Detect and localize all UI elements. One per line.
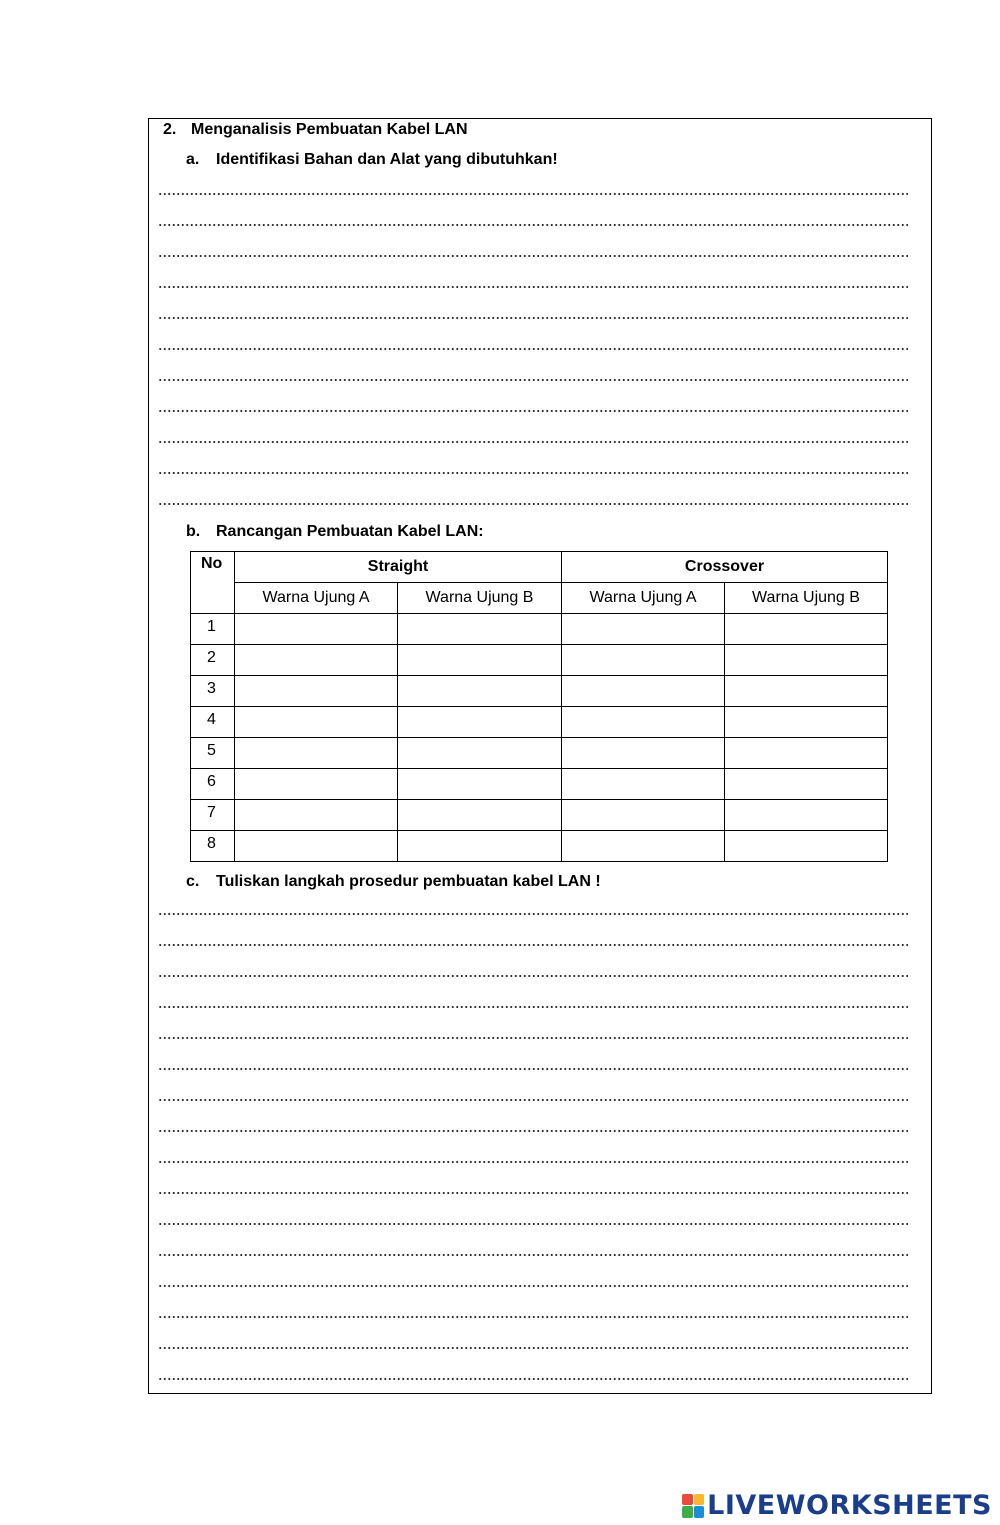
answer-line[interactable]: [158, 440, 908, 444]
crossover-end-a-cell[interactable]: [562, 676, 725, 707]
straight-end-b-cell[interactable]: [398, 645, 562, 676]
answer-line[interactable]: [158, 409, 908, 413]
table-row: [191, 645, 888, 676]
part-c-label: c.: [186, 873, 200, 890]
row-number: 6: [191, 769, 235, 800]
straight-end-b-cell[interactable]: [398, 614, 562, 645]
table-row: [191, 738, 888, 769]
part-b-label: b.: [186, 523, 201, 540]
row-number: 3: [191, 676, 235, 707]
answer-line[interactable]: [158, 1067, 908, 1071]
crossover-end-a-header: Warna Ujung A: [562, 583, 725, 614]
part-a-title: Identifikasi Bahan dan Alat yang dibutuhkan!: [216, 151, 558, 168]
answer-line[interactable]: [158, 347, 908, 351]
row-number: 5: [191, 738, 235, 769]
crossover-header: Crossover: [562, 552, 888, 583]
row-number: 7: [191, 800, 235, 831]
answer-line[interactable]: [158, 1098, 908, 1102]
crossover-end-a-cell[interactable]: [562, 738, 725, 769]
straight-end-a-cell[interactable]: [235, 676, 398, 707]
crossover-end-b-cell[interactable]: [725, 645, 888, 676]
table-header-row: [191, 552, 888, 583]
answer-line[interactable]: [158, 1036, 908, 1040]
part-b-title: Rancangan Pembuatan Kabel LAN:: [216, 523, 484, 540]
answer-line[interactable]: [158, 974, 908, 978]
crossover-end-a-cell[interactable]: [562, 614, 725, 645]
crossover-end-b-header: Warna Ujung B: [725, 583, 888, 614]
straight-end-a-header: Warna Ujung A: [235, 583, 398, 614]
answer-line[interactable]: [158, 1346, 908, 1350]
straight-end-a-cell[interactable]: [235, 800, 398, 831]
straight-end-a-cell[interactable]: [235, 769, 398, 800]
answer-line[interactable]: [158, 943, 908, 947]
crossover-end-b-cell[interactable]: [725, 800, 888, 831]
crossover-end-b-cell[interactable]: [725, 614, 888, 645]
answer-line[interactable]: [158, 254, 908, 258]
answer-line[interactable]: [158, 316, 908, 320]
row-number: 1: [191, 614, 235, 645]
straight-end-b-header: Warna Ujung B: [398, 583, 562, 614]
brand-mark-icon: [682, 1494, 704, 1518]
answer-line[interactable]: [158, 1315, 908, 1319]
answer-line[interactable]: [158, 378, 908, 382]
part-c-heading: [186, 872, 601, 892]
section-heading: [163, 120, 468, 140]
table-row: [191, 676, 888, 707]
row-number: 8: [191, 831, 235, 862]
crossover-end-b-cell[interactable]: [725, 738, 888, 769]
part-c-title: Tuliskan langkah prosedur pembuatan kabel LAN !: [216, 873, 601, 890]
answer-line[interactable]: [158, 1377, 908, 1381]
answer-line[interactable]: [158, 1253, 908, 1257]
part-a-label: a.: [186, 151, 200, 168]
straight-end-b-cell[interactable]: [398, 800, 562, 831]
answer-line[interactable]: [158, 502, 908, 506]
straight-header: Straight: [235, 552, 562, 583]
answer-line[interactable]: [158, 1222, 908, 1226]
row-number: 2: [191, 645, 235, 676]
answer-line[interactable]: [158, 223, 908, 227]
straight-end-b-cell[interactable]: [398, 676, 562, 707]
answer-line[interactable]: [158, 1129, 908, 1133]
row-number: 4: [191, 707, 235, 738]
brand-name: LIVEWORKSHEETS: [707, 1490, 992, 1521]
answer-line[interactable]: [158, 1191, 908, 1195]
straight-end-a-cell[interactable]: [235, 614, 398, 645]
answer-line[interactable]: [158, 1284, 908, 1288]
section-number: 2.: [163, 121, 177, 138]
straight-end-b-cell[interactable]: [398, 831, 562, 862]
straight-end-a-cell[interactable]: [235, 738, 398, 769]
brand-logo: [682, 1490, 992, 1521]
table-row: [191, 800, 888, 831]
cable-design-table: [190, 551, 888, 862]
answer-line[interactable]: [158, 471, 908, 475]
straight-end-b-cell[interactable]: [398, 769, 562, 800]
answer-line[interactable]: [158, 1005, 908, 1009]
crossover-end-b-cell[interactable]: [725, 707, 888, 738]
part-b-heading: [186, 522, 484, 542]
answer-line[interactable]: [158, 192, 908, 196]
straight-end-a-cell[interactable]: [235, 831, 398, 862]
part-a-heading: [186, 150, 558, 170]
answer-line[interactable]: [158, 1160, 908, 1164]
answer-line[interactable]: [158, 912, 908, 916]
crossover-end-b-cell[interactable]: [725, 831, 888, 862]
crossover-end-a-cell[interactable]: [562, 707, 725, 738]
straight-end-b-cell[interactable]: [398, 707, 562, 738]
table-row: [191, 769, 888, 800]
crossover-end-b-cell[interactable]: [725, 769, 888, 800]
crossover-end-a-cell[interactable]: [562, 769, 725, 800]
col-no-header: No: [191, 552, 235, 614]
table-row: [191, 831, 888, 862]
answer-line[interactable]: [158, 285, 908, 289]
straight-end-a-cell[interactable]: [235, 645, 398, 676]
crossover-end-b-cell[interactable]: [725, 676, 888, 707]
section-title: Menganalisis Pembuatan Kabel LAN: [191, 121, 468, 138]
table-subheader-row: [191, 583, 888, 614]
crossover-end-a-cell[interactable]: [562, 800, 725, 831]
table-row: [191, 707, 888, 738]
straight-end-b-cell[interactable]: [398, 738, 562, 769]
crossover-end-a-cell[interactable]: [562, 831, 725, 862]
table-row: [191, 614, 888, 645]
straight-end-a-cell[interactable]: [235, 707, 398, 738]
crossover-end-a-cell[interactable]: [562, 645, 725, 676]
